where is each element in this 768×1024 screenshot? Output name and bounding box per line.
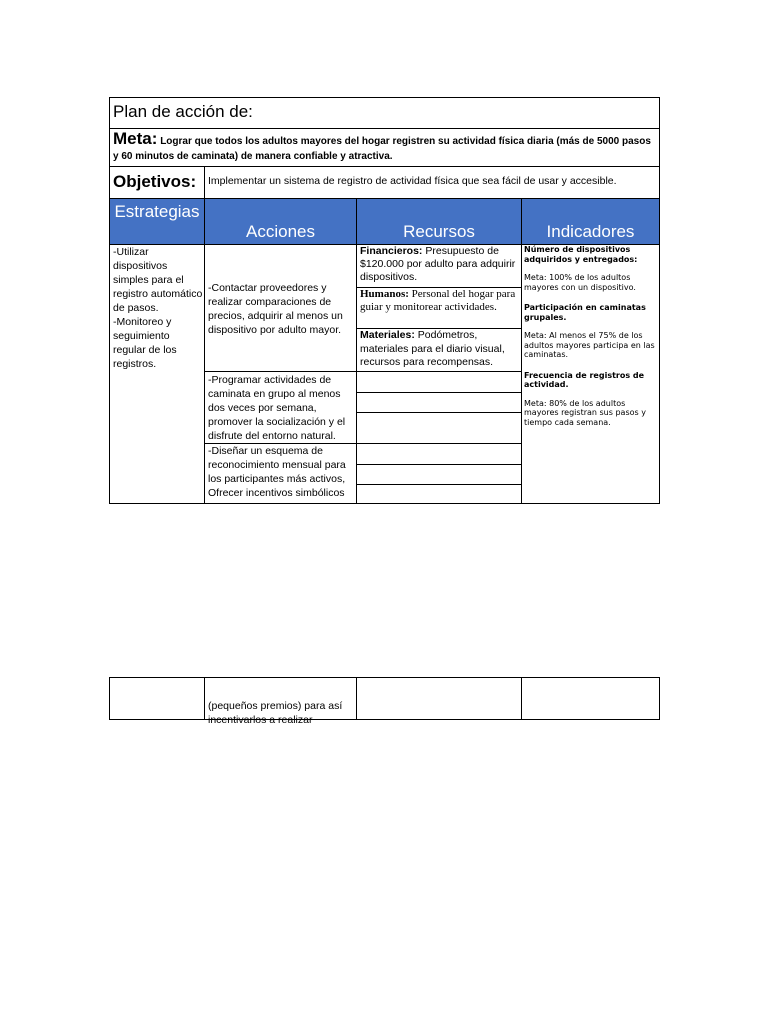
col-divider [204,677,205,720]
col-divider [356,677,357,720]
indicador-2-title: Participación en caminatas grupales. [524,303,646,322]
row-divider [109,166,660,167]
meta-label: Meta: [113,129,158,148]
financieros-label: Financieros: [360,245,423,257]
acciones-divider [204,371,356,372]
continuation-table [109,677,660,720]
recursos-divider [356,484,521,485]
humanos-text: Personal del hogar para guiar y monitorear actividades. [360,288,516,313]
estrategias-text: -Utilizar dispositivos simples para el registro automático de pasos. -Monitoreo y seguimiento regular de los registros. [113,246,203,370]
indicadores-list [524,245,656,427]
indicador-2-meta: Meta: Al menos el 75% de los adultos mayores participa en las caminatas. [524,331,655,359]
header-indicadores-label: Indicadores [546,222,635,241]
accion-2: -Programar actividades de caminata en grupo al menos dos veces por semana, promover la socialización y el disfrute del entorno natural. [208,374,346,442]
indicador-2 [524,303,656,360]
objetivos-text: Implementar un sistema de registro de actividad física que sea fácil de usar y accesible. [208,175,617,187]
materiales-text: Podómetros, materiales para el diario visual, recursos para recompensas. [360,329,505,368]
row-divider [109,198,660,199]
meta-row [113,131,653,164]
accion-1: -Contactar proveedores y realizar comparaciones de precios, adquirir al menos un dispositivo por adulto mayor. [208,282,343,336]
recursos-divider [356,371,521,372]
recurso-materiales [360,329,518,370]
header-recursos-label: Recursos [403,222,475,241]
humanos-label: Humanos: [360,288,409,300]
recurso-humanos [360,288,518,314]
header-acciones [205,198,356,244]
header-estrategias-label: Estrategias [114,202,200,221]
continuation-acciones-text: (pequeños premios) para así incentivarlos a realizar [208,700,343,726]
indicador-3-meta: Meta: 80% de los adultos mayores registran sus pasos y tiempo cada semana. [524,398,646,427]
indicador-3-title: Frecuencia de registros de actividad. [524,370,645,389]
col-divider [356,198,357,504]
financieros-text: Presupuesto de $120.000 por adulto para adquirir dispositivos. [360,245,516,283]
recurso-financieros [360,245,518,284]
indicador-1-meta: Meta: 100% de los adultos mayores con un dispositivo. [524,273,636,292]
header-recursos [357,198,521,244]
meta-text: Lograr que todos los adultos mayores del hogar registren su actividad física diaria (más de 5000 pasos y 60 minutos de caminata) de manera confiable y atractiva. [113,136,651,162]
indicador-1-title: Número de dispositivos adquiridos y entregados: [524,245,638,264]
col-divider [204,198,205,504]
header-indicadores [522,198,659,244]
objetivos-label: Objetivos: [113,172,197,191]
recursos-divider [356,443,521,444]
accion-3: -Diseñar un esquema de reconocimiento mensual para los participantes más activos, Ofrecer incentivos simbólicos [208,445,346,499]
recursos-divider [356,392,521,393]
col-divider [521,198,522,504]
materiales-label: Materiales: [360,329,415,341]
recursos-divider [356,464,521,465]
col-divider [204,166,205,198]
indicador-3 [524,371,656,428]
indicador-1 [524,245,656,292]
recursos-divider [356,412,521,413]
header-acciones-label: Acciones [246,222,315,241]
row-divider [109,128,660,129]
plan-title: Plan de acción de: [113,102,253,121]
header-estrategias [110,198,204,244]
col-divider [521,677,522,720]
